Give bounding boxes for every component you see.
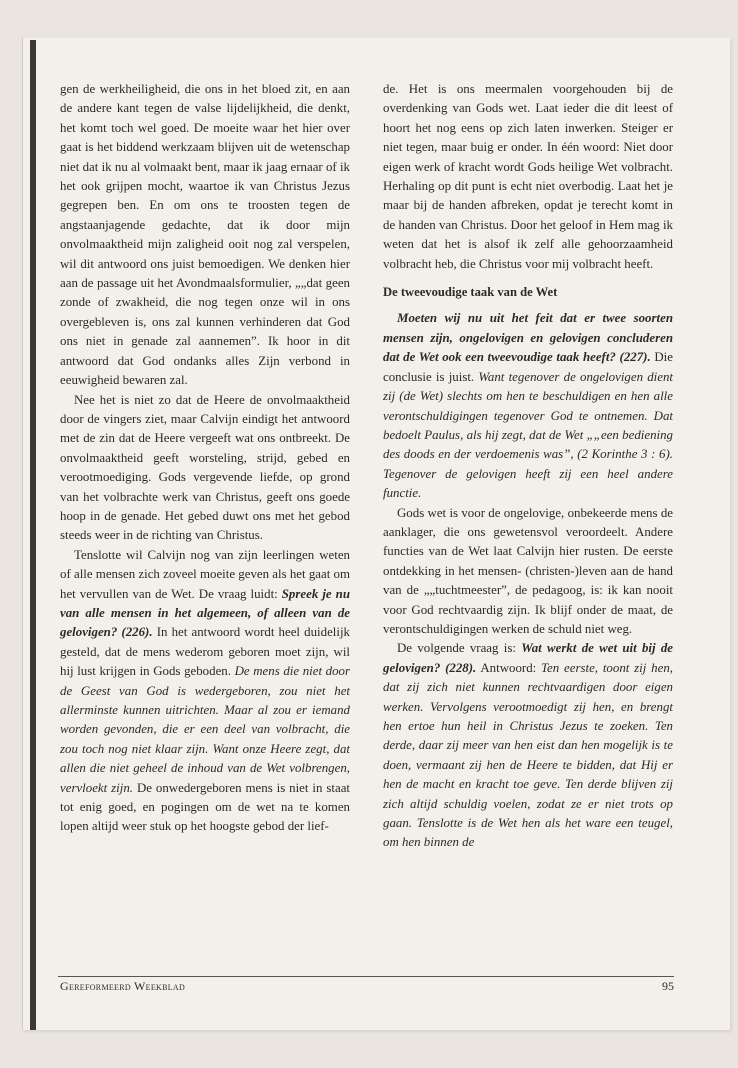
left-p3-text-a: Tenslotte wil Calvijn nog van zijn leerlingen weten of alle mensen zich zoveel moeite geven als het gaat om het vervullen van de Wet. De vraag luidt:: [60, 547, 350, 601]
left-paragraph-1: gen de werkheiligheid, die ons in het bloed zit, en aan de andere kant tegen de valse lijdelijkheid, die denkt, het komt toch wel goed. De moeite waar het hier over gaat is het biddend werkzaam blijven uit de wetenschap niet dat ik nu al volmaakt bent, maar ik jaag ernaar of ik het ook grijpen mocht, waartoe ik van Christus Jezus gegrepen ben. En om ons te troosten tegen de angstaanjagende gedachte, dat ik door mijn onvolmaaktheid mijn zaligheid ooit nog zal verspelen, wil dit antwoord ons juist bemoedigen. We denken hier aan de passage uit het Avondmaalsformulier, „„dat geen zonde of zwakheid, die nog tegen onze wil in ons overgebleven is, ons zal kunnen verhinderen dat God ons niet in genade zal aannemen”. Ik hoor in dit antwoord dat God ondanks alles Zijn verbond in eeuwigheid bewaren zal.: [60, 82, 350, 388]
left-p3-text-c: De onwedergeboren mens is niet in staat tot enig goed, en pogingen om de wet na te komen lopen altijd weer stuk op het hoogste gebod der lief-: [60, 780, 350, 834]
section-heading: De tweevoudige taak van de Wet: [383, 285, 558, 300]
question-227: Moeten wij nu uit het feit dat er twee soorten mensen zijn, ongelovigen en gelovigen concluderen dat de Wet ook een tweevoudige taak heeft? (227).: [383, 311, 673, 365]
question-228: Wat werkt de wet uit bij de gelovigen? (228).: [383, 641, 674, 675]
page-number: 95: [662, 979, 674, 993]
right-p2-text-a: Die conclusie is juist.: [383, 350, 673, 384]
answer-228-italic: Ten eerste, toont zij hen, dat zij zich niet kunnen rechtvaardigen door eigen werken. Vervolgens verootmoedigt zij hen, en brengt hen ertoe hun heil in Christus Jezus te zoeken. Ten derde, daar zij meer van hen eist dan hen mogelijk is te doen, vermaant zij hen de Heere te bidden, dat Hij er hen de macht en kracht toe geve. Ten derde blijven zij zich altijd schuldig voelen, zodat ze er niet trots op gaan. Tenslotte is de Wet hen als het ware een teugel, om hen binnen de: [383, 660, 673, 850]
footer-rule: [58, 976, 674, 977]
right-column: [383, 80, 673, 853]
left-p3-text-b: In het antwoord wordt heel duidelijk gesteld, dat de mens wederom geboren moet zijn, wil hij lust krijgen in Gods geboden.: [60, 625, 350, 679]
left-paragraph-2: Nee het is niet zo dat de Heere de onvolmaaktheid door de vingers ziet, maar Calvijn eindigt het antwoord met de zin dat de Heere vergeeft wat ons ontbreekt. De onvolmaaktheid geeft worsteling, strijd, gebed en verootmoediging. Gods vergevende liefde, op grond van het volbrachte werk van Christus, geeft ons goede hoop in de genade. Het gebed duwt ons met het gebod steeds weer in de richting van Christus.: [60, 392, 350, 543]
answer-227-italic: Want tegenover de ongelovigen dient zij (de Wet) slechts om hen te beschuldigen en hen alle verontschuldigingen tegenover God te ontnemen. Dat bedoelt Paulus, als hij zegt, dat de Wet „„een bediening des doods en der verdoemenis was”, (2 Korinthe 3 : 6). Tegenover de gelovigen heeft zij een heel andere functie.: [383, 369, 674, 501]
right-p4-text-a: De volgende vraag is:: [397, 641, 522, 656]
right-paragraph-1: de. Het is ons meermalen voorgehouden bij de overdenking van Gods wet. Laat ieder die dit leest of hoort het nog eens op zich laten inwerken. Steiger er niet tegen, maar buig er onder. In één woord: Niet door eigen werk of kracht wordt Gods heilige Wet volbracht. Herhaling op dit punt is echt niet overbodig. Laat het je maar bij de handen afbreken, opdat je terecht komt in de handen van Christus. Door het geloof in Hem mag ik weten dat het is alsof ik zelf alle gehoorzaamheid volbracht heb, die Christus voor mij volbracht heeft.: [383, 82, 673, 271]
publication-name: Gereformeerd Weekblad: [60, 979, 186, 993]
right-paragraph-2: [383, 309, 673, 503]
answer-226-italic: De mens die niet door de Geest van God is wedergeboren, zou niet het allerminste kunnen uitrichten. Maar al zou er iemand worden gevonden, die er een deel van volbracht, die zou toch nog niet klaar zijn. Want onze Heere zegt, dat allen die niet geheel de inhoud van de Wet volbrengen, vervloekt zijn.: [60, 664, 350, 795]
right-paragraph-3: Gods wet is voor de ongelovige, onbekeerde mens de aanklager, die ons gewetensvol veroordeelt. Andere functies van de Wet laat Calvijn hier rusten. De eerste ontdekking in het mensen- (christen-)leven aan de hand van de „„tuchtmeester”, de pedagoog, is: ik kan nooit voor God rechtvaardig zijn. Ik blijf onder de maat, de verontschuldigingen werken de schuld niet weg.: [383, 505, 673, 636]
question-226: Spreek je nu van alle mensen in het algemeen, of alleen van de gelovigen? (226).: [60, 586, 350, 640]
right-p4-text-b: Antwoord:: [476, 660, 542, 675]
right-paragraph-4: [383, 639, 673, 852]
binding-edge: [30, 40, 36, 1030]
left-paragraph-3: [60, 546, 350, 837]
left-column: [60, 80, 350, 837]
